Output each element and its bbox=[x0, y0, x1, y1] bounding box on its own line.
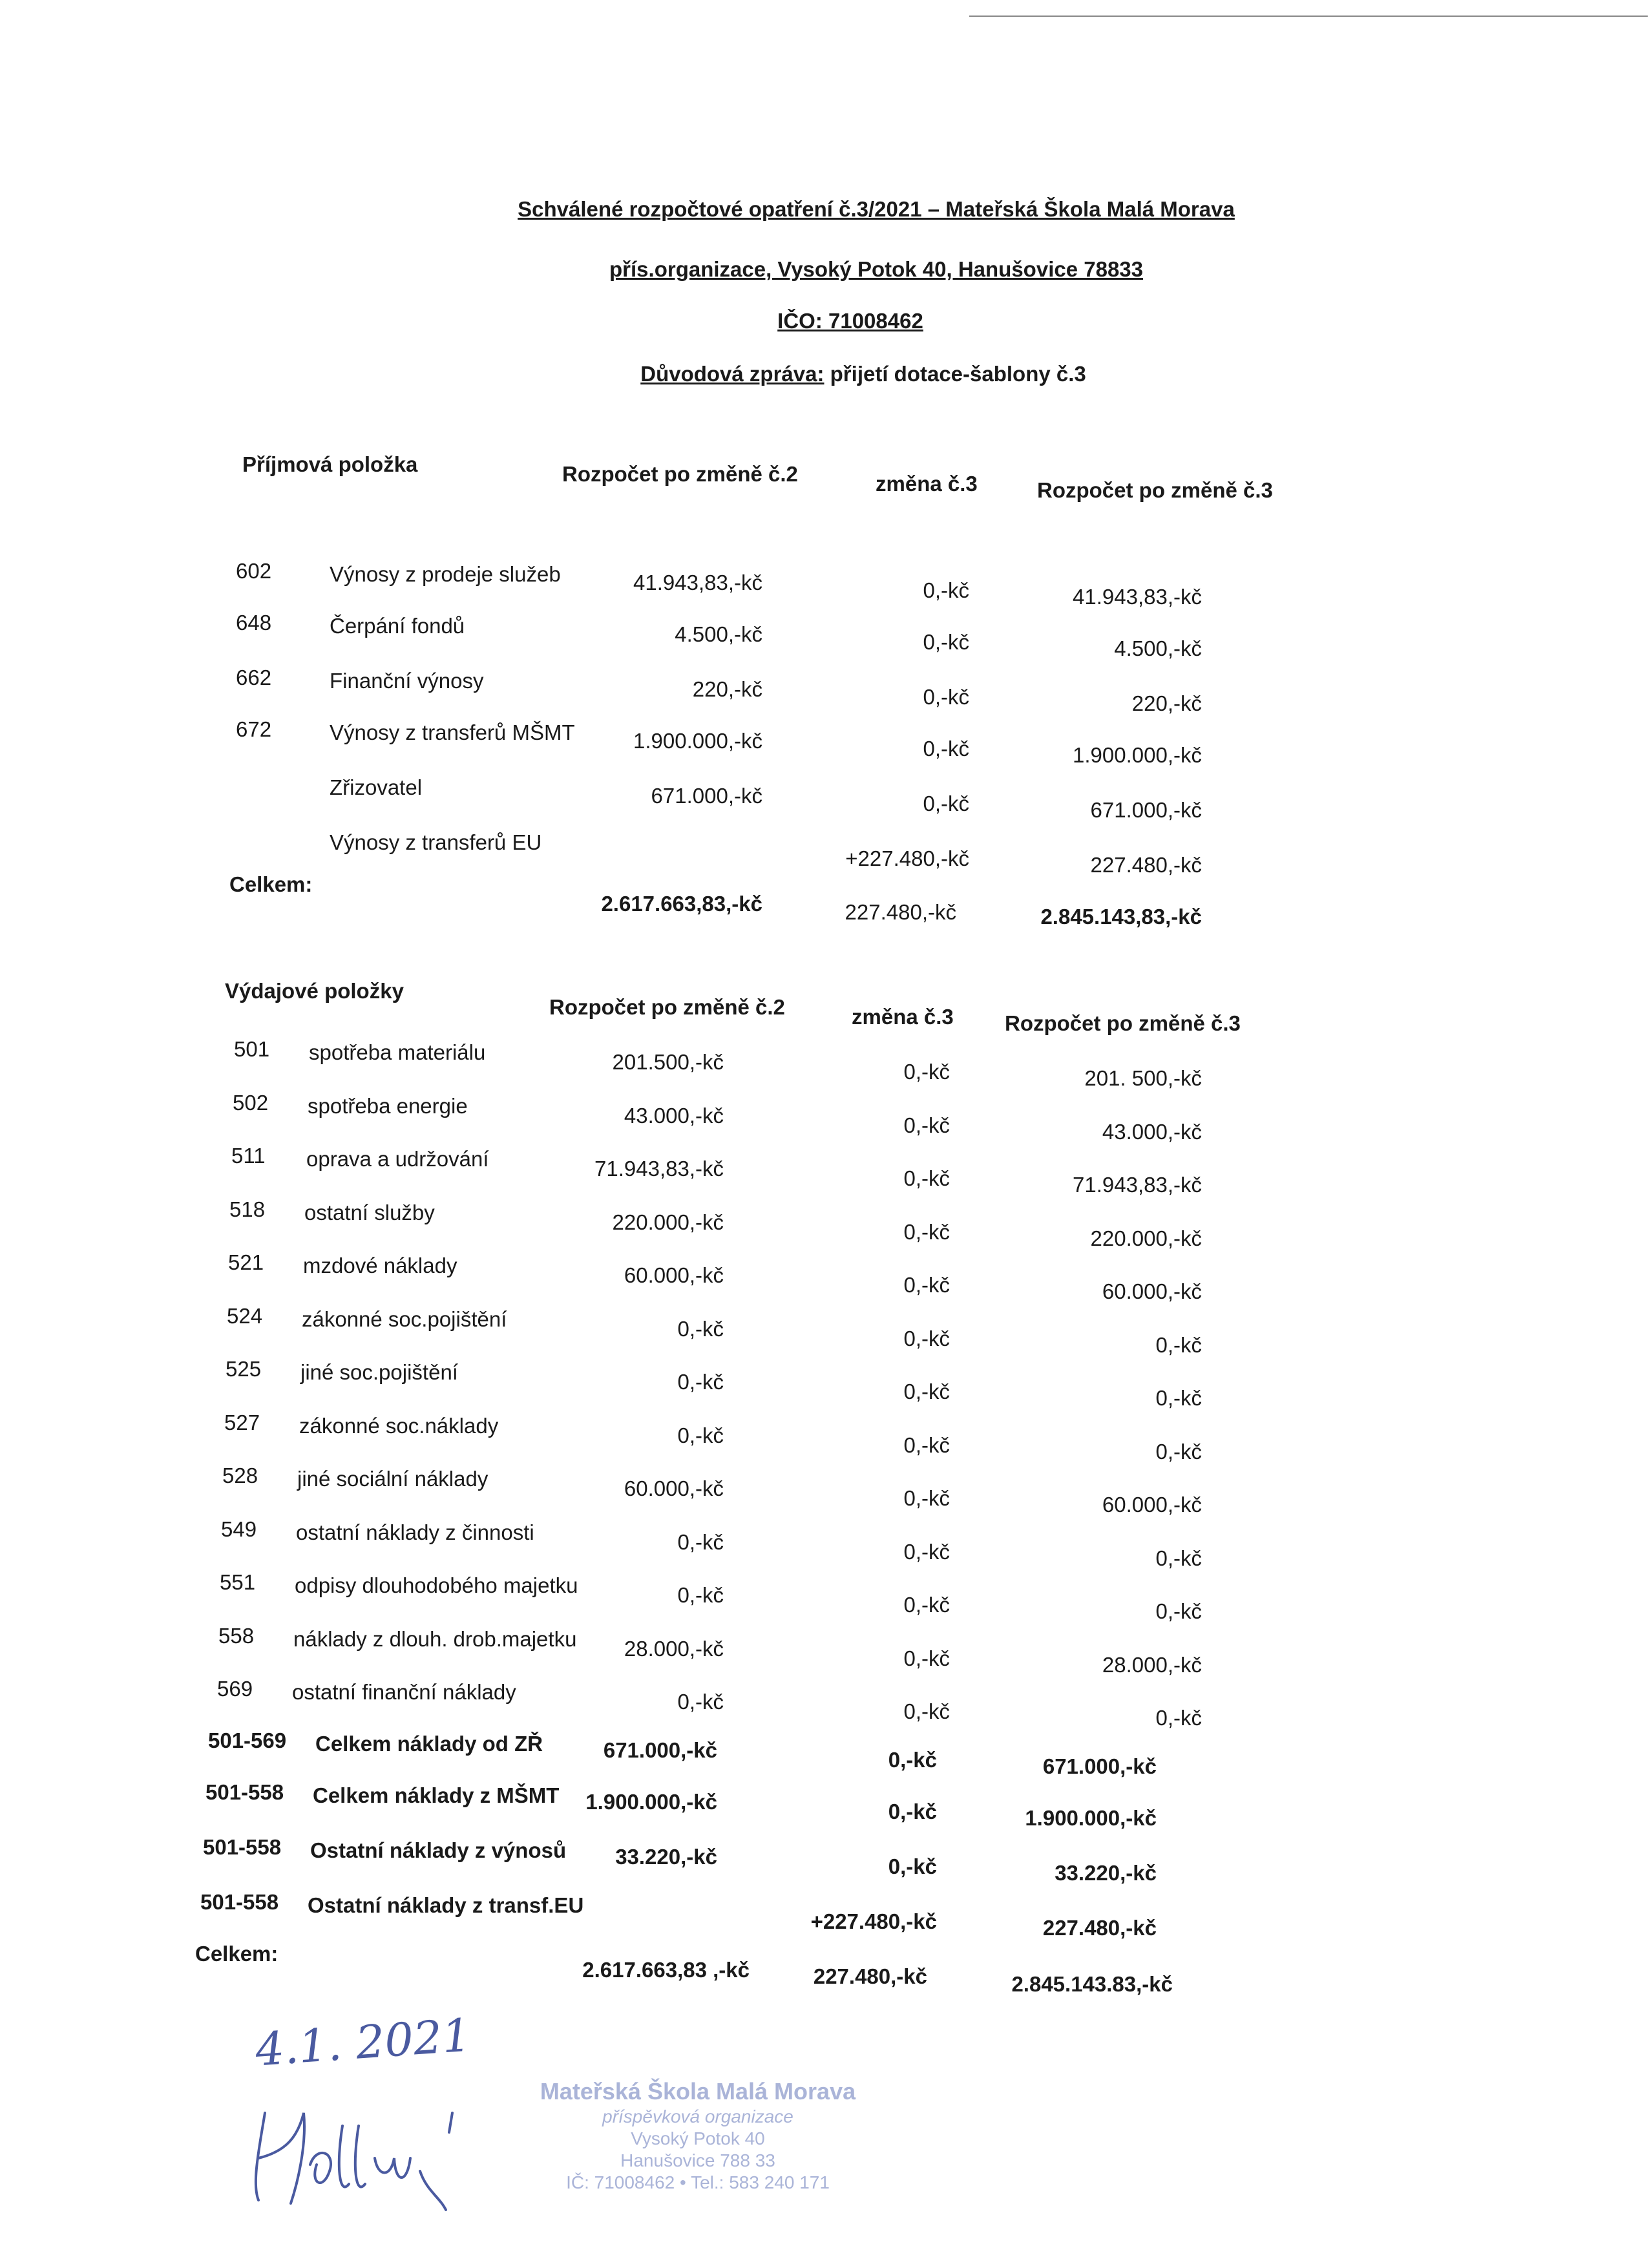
expense-row-after: 0,-kč bbox=[1155, 1440, 1202, 1464]
document-title: Schválené rozpočtové opatření č.3/2021 – Mateřská Škola Malá Morava bbox=[518, 197, 1235, 221]
expense-summary-code: 501-558 bbox=[205, 1780, 284, 1804]
expense-col-before: Rozpočet po změně č.2 bbox=[549, 995, 785, 1019]
expense-row-name: odpisy dlouhodobého majetku bbox=[295, 1573, 578, 1597]
expense-row-before: 0,-kč bbox=[677, 1530, 724, 1554]
expense-row-after: 0,-kč bbox=[1155, 1386, 1202, 1410]
organization-line: přís.organizace, Vysoký Potok 40, Hanušovice 78833 bbox=[609, 257, 1143, 281]
expense-row-name: jiné soc.pojištění bbox=[300, 1360, 458, 1384]
income-row-before: 1.900.000,-kč bbox=[633, 729, 762, 753]
expense-row-code: 551 bbox=[220, 1570, 256, 1594]
income-row-code: 672 bbox=[236, 717, 272, 741]
expense-row-after: 0,-kč bbox=[1155, 1706, 1202, 1730]
expense-row-name: náklady z dlouh. drob.majetku bbox=[293, 1627, 577, 1651]
expense-summary-before: 1.900.000,-kč bbox=[585, 1790, 717, 1814]
expense-row-before: 28.000,-kč bbox=[624, 1637, 724, 1661]
expense-row-change: 0,-kč bbox=[903, 1593, 950, 1617]
expense-summary-code: 501-558 bbox=[203, 1835, 282, 1859]
expense-row-change: 0,-kč bbox=[903, 1060, 950, 1084]
expense-row-name: zákonné soc.pojištění bbox=[302, 1307, 507, 1331]
expense-total-before: 2.617.663,83 ,-kč bbox=[582, 1958, 750, 1982]
expense-summary-code: 501-558 bbox=[200, 1890, 279, 1914]
expense-row-before: 0,-kč bbox=[677, 1370, 724, 1394]
income-row-after: 220,-kč bbox=[1131, 691, 1202, 715]
expense-row-after: 0,-kč bbox=[1155, 1333, 1202, 1357]
income-col-after: Rozpočet po změně č.3 bbox=[1037, 478, 1273, 502]
expense-row-after: 43.000,-kč bbox=[1102, 1120, 1202, 1144]
income-total-label: Celkem: bbox=[229, 872, 313, 896]
income-total-after: 2.845.143,83,-kč bbox=[1040, 905, 1202, 929]
expense-row-change: 0,-kč bbox=[903, 1699, 950, 1723]
stamp-address-2: Hanušovice 788 33 bbox=[620, 2150, 775, 2170]
income-row-change: 0,-kč bbox=[923, 792, 969, 815]
expense-summary-before: 671.000,-kč bbox=[603, 1738, 717, 1762]
expense-row-after: 220.000,-kč bbox=[1090, 1226, 1202, 1250]
expense-row-before: 60.000,-kč bbox=[624, 1263, 724, 1287]
expense-col-after: Rozpočet po změně č.3 bbox=[1005, 1011, 1241, 1035]
expense-row-before: 0,-kč bbox=[677, 1690, 724, 1714]
expense-row-after: 60.000,-kč bbox=[1102, 1493, 1202, 1517]
income-row-after: 671.000,-kč bbox=[1090, 798, 1202, 822]
income-title: Příjmová položka bbox=[242, 452, 418, 476]
expense-summary-before: 33.220,-kč bbox=[615, 1845, 717, 1869]
expense-row-after: 60.000,-kč bbox=[1102, 1279, 1202, 1303]
expense-row-change: 0,-kč bbox=[903, 1646, 950, 1670]
expense-summary-name: Ostatní náklady z transf.EU bbox=[308, 1893, 584, 1917]
income-row-after: 41.943,83,-kč bbox=[1073, 585, 1202, 609]
expense-row-before: 201.500,-kč bbox=[612, 1050, 724, 1074]
expense-total-label: Celkem: bbox=[195, 1942, 278, 1966]
organization-stamp bbox=[530, 2077, 866, 2194]
expense-row-code: 549 bbox=[221, 1517, 257, 1541]
expense-title: Výdajové položky bbox=[225, 979, 404, 1003]
stamp-ids: IČ: 71008462 • Tel.: 583 240 171 bbox=[566, 2172, 830, 2192]
expense-row-before: 43.000,-kč bbox=[624, 1104, 724, 1128]
ico-line: IČO: 71008462 bbox=[777, 309, 923, 333]
expense-row-code: 525 bbox=[226, 1357, 262, 1381]
expense-row-after: 0,-kč bbox=[1155, 1546, 1202, 1570]
expense-row-name: jiné sociální náklady bbox=[297, 1467, 488, 1491]
expense-row-name: mzdové náklady bbox=[303, 1254, 457, 1277]
expense-row-change: 0,-kč bbox=[903, 1540, 950, 1564]
expense-row-after: 28.000,-kč bbox=[1102, 1653, 1202, 1677]
expense-row-change: 0,-kč bbox=[903, 1113, 950, 1137]
expense-total-after: 2.845.143.83,-kč bbox=[1011, 1972, 1173, 1996]
expense-row-name: spotřeba materiálu bbox=[309, 1040, 486, 1064]
income-row-name: Výnosy z transferů EU bbox=[330, 830, 542, 854]
income-row-name: Výnosy z transferů MŠMT bbox=[330, 720, 575, 744]
stamp-address-1: Vysoký Potok 40 bbox=[631, 2128, 765, 2148]
expense-row-code: 518 bbox=[229, 1197, 266, 1221]
expense-row-change: 0,-kč bbox=[903, 1166, 950, 1190]
stamp-name: Mateřská Škola Malá Morava bbox=[540, 2078, 856, 2105]
expense-summary-after: 671.000,-kč bbox=[1042, 1754, 1157, 1778]
expense-row-before: 60.000,-kč bbox=[624, 1476, 724, 1500]
expense-summary-name: Celkem náklady od ZŘ bbox=[315, 1732, 543, 1756]
expense-summary-change: 0,-kč bbox=[888, 1800, 937, 1823]
expense-summary-change: +227.480,-kč bbox=[810, 1909, 937, 1933]
income-total-before: 2.617.663,83,-kč bbox=[601, 892, 762, 916]
stamp-subtitle: příspěvková organizace bbox=[602, 2106, 793, 2126]
income-row-change: 0,-kč bbox=[923, 630, 969, 654]
scan-edge-line bbox=[969, 16, 1648, 17]
expense-total-change: 227.480,-kč bbox=[813, 1964, 927, 1988]
expense-row-code: 527 bbox=[224, 1411, 260, 1434]
expense-row-change: 0,-kč bbox=[903, 1433, 950, 1457]
expense-summary-code: 501-569 bbox=[208, 1728, 287, 1752]
income-row-name: Čerpání fondů bbox=[330, 614, 465, 638]
expense-row-code: 502 bbox=[233, 1091, 269, 1115]
expense-row-name: spotřeba energie bbox=[308, 1094, 468, 1118]
income-row-before: 41.943,83,-kč bbox=[633, 571, 762, 594]
handwritten-date: 4.1. 2021 bbox=[253, 2008, 473, 2077]
income-col-change: změna č.3 bbox=[876, 472, 978, 496]
income-row-code: 602 bbox=[236, 559, 272, 583]
expense-row-before: 0,-kč bbox=[677, 1317, 724, 1341]
income-row-after: 1.900.000,-kč bbox=[1073, 743, 1202, 767]
expense-row-name: oprava a udržování bbox=[306, 1147, 489, 1171]
expense-row-code: 569 bbox=[217, 1677, 253, 1701]
expense-row-code: 558 bbox=[218, 1624, 255, 1648]
expense-summary-after: 1.900.000,-kč bbox=[1025, 1806, 1157, 1830]
expense-row-after: 0,-kč bbox=[1155, 1599, 1202, 1623]
income-row-before: 220,-kč bbox=[692, 677, 762, 701]
expense-row-code: 528 bbox=[222, 1464, 258, 1487]
income-row-code: 662 bbox=[236, 666, 272, 689]
income-row-after: 4.500,-kč bbox=[1114, 636, 1202, 660]
income-row-code: 648 bbox=[236, 611, 272, 635]
expense-summary-name: Celkem náklady z MŠMT bbox=[313, 1783, 560, 1807]
expense-row-change: 0,-kč bbox=[903, 1220, 950, 1244]
expense-row-name: zákonné soc.náklady bbox=[299, 1414, 499, 1438]
income-row-change: 0,-kč bbox=[923, 737, 969, 761]
expense-summary-after: 33.220,-kč bbox=[1055, 1861, 1157, 1885]
expense-row-before: 0,-kč bbox=[677, 1423, 724, 1447]
reason-line: Důvodová zpráva: přijetí dotace-šablony č.3 bbox=[640, 362, 1086, 386]
expense-row-code: 521 bbox=[228, 1250, 264, 1274]
signature-icon bbox=[246, 2087, 478, 2216]
income-row-before: 4.500,-kč bbox=[675, 622, 762, 646]
expense-col-change: změna č.3 bbox=[852, 1005, 954, 1029]
expense-row-name: ostatní finanční náklady bbox=[292, 1680, 516, 1704]
income-row-change: 0,-kč bbox=[923, 578, 969, 602]
income-row-before: 671.000,-kč bbox=[651, 784, 762, 808]
expense-row-code: 501 bbox=[234, 1037, 270, 1061]
income-row-name: Zřizovatel bbox=[330, 775, 423, 799]
expense-summary-after: 227.480,-kč bbox=[1042, 1916, 1157, 1940]
income-row-name: Finanční výnosy bbox=[330, 669, 484, 693]
expense-summary-change: 0,-kč bbox=[888, 1748, 937, 1772]
expense-row-change: 0,-kč bbox=[903, 1327, 950, 1350]
expense-row-before: 220.000,-kč bbox=[612, 1210, 724, 1234]
expense-row-change: 0,-kč bbox=[903, 1273, 950, 1297]
expense-summary-name: Ostatní náklady z výnosů bbox=[310, 1838, 567, 1862]
income-col-before: Rozpočet po změně č.2 bbox=[562, 462, 798, 486]
expense-row-change: 0,-kč bbox=[903, 1380, 950, 1403]
income-row-change: 0,-kč bbox=[923, 685, 969, 709]
income-total-change: 227.480,-kč bbox=[845, 900, 956, 924]
income-row-name: Výnosy z prodeje služeb bbox=[330, 562, 561, 586]
expense-row-code: 524 bbox=[227, 1304, 263, 1328]
expense-row-before: 71.943,83,-kč bbox=[594, 1157, 724, 1181]
expense-row-name: ostatní náklady z činnosti bbox=[296, 1520, 534, 1544]
income-row-change: +227.480,-kč bbox=[845, 846, 969, 870]
expense-summary-change: 0,-kč bbox=[888, 1854, 937, 1878]
expense-row-before: 0,-kč bbox=[677, 1583, 724, 1607]
expense-row-name: ostatní služby bbox=[304, 1201, 435, 1224]
expense-row-code: 511 bbox=[231, 1144, 266, 1168]
expense-row-after: 71.943,83,-kč bbox=[1073, 1173, 1202, 1197]
income-row-after: 227.480,-kč bbox=[1090, 853, 1202, 877]
expense-row-after: 201. 500,-kč bbox=[1084, 1066, 1202, 1090]
expense-row-change: 0,-kč bbox=[903, 1486, 950, 1510]
